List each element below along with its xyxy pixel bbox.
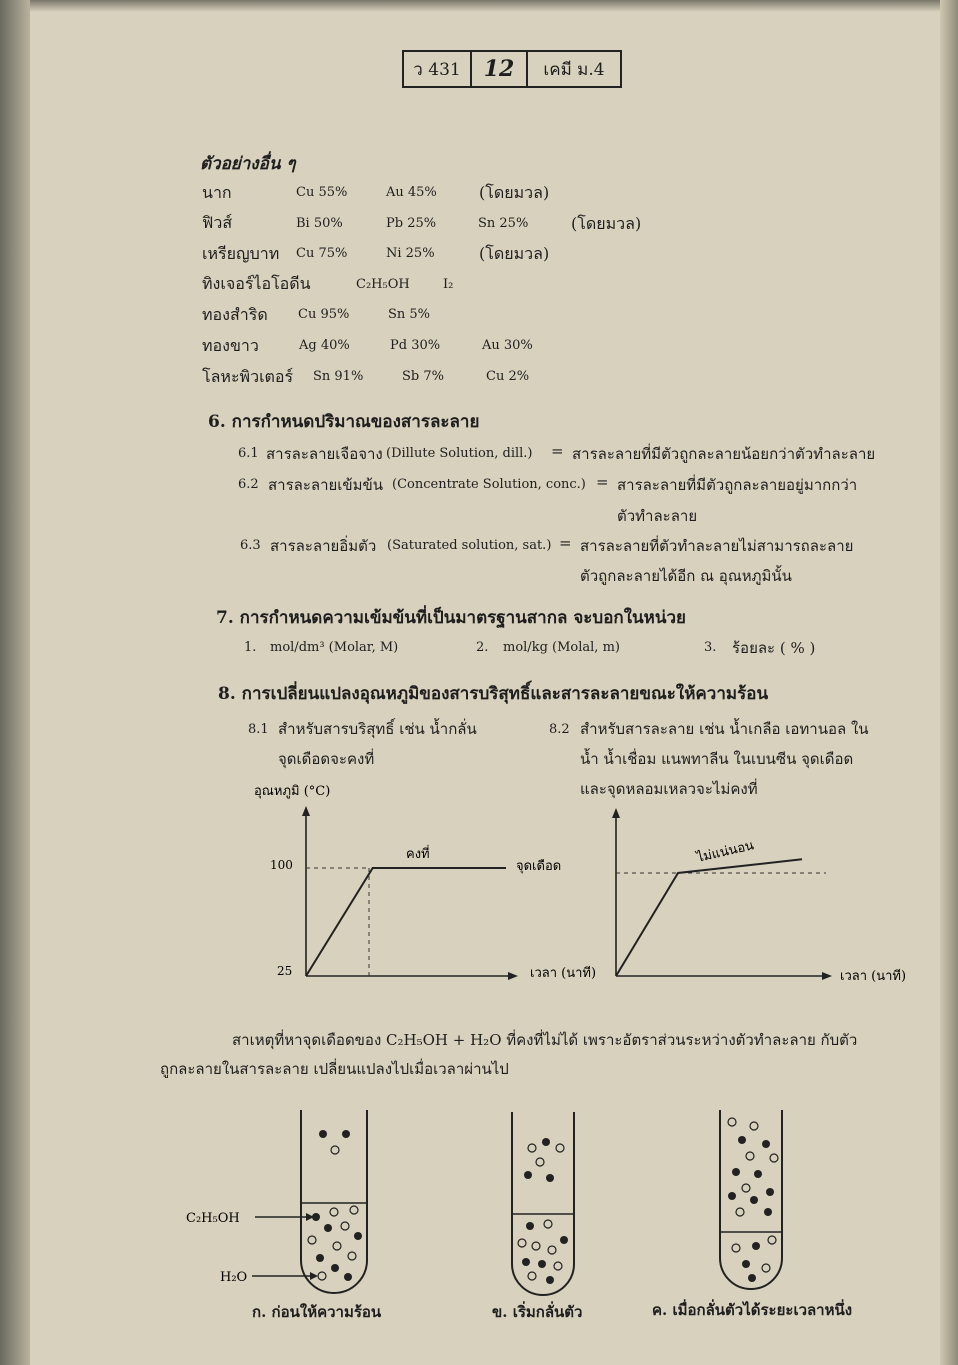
water-molecule xyxy=(536,1158,544,1166)
water-molecule xyxy=(330,1208,338,1216)
ethanol-molecule xyxy=(331,1264,339,1272)
def-meaning-cont: ตัวทำละลาย xyxy=(617,507,698,525)
example-part: Pb 25% xyxy=(386,216,437,231)
example-name: ฟิวส์ xyxy=(202,213,233,232)
def-number: 6.3 xyxy=(240,538,261,553)
example-part: Cu 95% xyxy=(298,307,350,322)
sub-8-1-number: 8.1 xyxy=(248,722,269,737)
example-part: Ni 25% xyxy=(386,246,435,261)
paragraph-line-1: สาเหตุที่หาจุดเดือดของ C₂H₅OH + H₂O ที่คงที่ไม่ได้ เพราะอัตราส่วนระหว่างตัวทำละลาย กับตัว xyxy=(232,1031,858,1049)
water-molecule xyxy=(554,1262,562,1270)
water-molecule xyxy=(308,1236,316,1244)
sub-8-2-line3: และจุดหลอมเหลวจะไม่คงที่ xyxy=(580,780,758,798)
ethanol-molecule xyxy=(324,1224,332,1232)
graph1-temperature-line xyxy=(306,868,506,976)
ethanol-molecule xyxy=(344,1273,352,1281)
example-part: Sn 25% xyxy=(478,216,529,231)
example-name: ทองสำริด xyxy=(202,305,268,324)
example-part: (โดยมวล) xyxy=(479,183,550,202)
example-part: Cu 2% xyxy=(486,369,530,384)
section-7-title: 7. การกำหนดความเข้มข้นที่เป็นมาตรฐานสากล จะบอกในหน่วย xyxy=(216,608,686,628)
sub-8-1-line2: จุดเดือดจะคงที่ xyxy=(278,750,375,768)
examples-title: ตัวอย่างอื่น ๆ xyxy=(200,154,296,174)
example-part: Sn 91% xyxy=(313,369,364,384)
graph2-x-arrow xyxy=(822,972,832,980)
water-molecule xyxy=(548,1246,556,1254)
ethanol-molecule xyxy=(764,1208,772,1216)
water-molecule xyxy=(532,1242,540,1250)
graph2-y-arrow xyxy=(612,808,620,818)
graph-pure-substance xyxy=(240,780,620,1000)
tube-start-distilling xyxy=(512,1112,574,1295)
graph-solution xyxy=(590,800,930,1000)
example-name: นาก xyxy=(202,183,232,202)
def-term: สารละลายเข้มข้น xyxy=(268,476,384,494)
water-molecule xyxy=(350,1206,358,1214)
label-water: H₂O xyxy=(220,1270,248,1285)
graph1-x-arrow xyxy=(508,972,518,980)
water-molecule xyxy=(768,1236,776,1244)
def-number: 6.1 xyxy=(238,446,259,461)
ethanol-molecule xyxy=(560,1236,568,1244)
graph1-plateau-label: คงที่ xyxy=(406,847,430,862)
graph1-bp-label: จุดเดือด xyxy=(516,859,562,874)
label-ethanol: C₂H₅OH xyxy=(186,1211,240,1226)
ethanol-molecule xyxy=(766,1188,774,1196)
example-name: ทิงเจอร์ไอโอดีน xyxy=(202,274,311,293)
def-meaning-cont: ตัวถูกละลายได้อีก ณ อุณหภูมินั้น xyxy=(580,567,792,585)
page-header-box xyxy=(402,50,622,88)
graph1-tick-100: 100 xyxy=(270,858,293,872)
def-equals: = xyxy=(559,534,572,552)
ethanol-molecule xyxy=(742,1260,750,1268)
example-part: Cu 75% xyxy=(296,246,348,261)
caption-start-distilling: ข. เริ่มกลั่นตัว xyxy=(492,1303,583,1321)
ethanol-molecule xyxy=(738,1136,746,1144)
subject-label: เคมี ม.4 xyxy=(543,59,605,80)
page-right-edge xyxy=(940,0,958,1365)
paragraph-line-2: ถูกละลายในสารละลาย เปลี่ยนแปลงไปเมื่อเวลาผ่านไป xyxy=(160,1060,509,1078)
def-term: สารละลายเจือจาง xyxy=(266,445,383,463)
graph2-annotation: ไม่แน่นอน xyxy=(695,838,756,866)
ethanol-molecule xyxy=(546,1276,554,1284)
section-6-title: 6. การกำหนดปริมาณของสารละลาย xyxy=(208,412,480,432)
course-code: ว 431 xyxy=(404,52,472,86)
unit-text: mol/dm³ (Molar, M) xyxy=(270,640,399,655)
example-name: โลหะพิวเตอร์ xyxy=(202,367,294,386)
example-part: Ag 40% xyxy=(299,338,350,353)
water-molecule xyxy=(732,1244,740,1252)
example-part: C₂H₅OH xyxy=(356,277,410,292)
ethanol-molecule xyxy=(319,1130,327,1138)
example-part: Au 45% xyxy=(386,185,437,200)
water-molecule xyxy=(556,1144,564,1152)
def-term: สารละลายอิ่มตัว xyxy=(270,537,377,555)
unit-text: mol/kg (Molal, m) xyxy=(503,640,620,655)
ethanol-molecule xyxy=(524,1171,532,1179)
page-top-edge xyxy=(0,0,958,12)
water-molecule xyxy=(518,1239,526,1247)
ethanol-molecule xyxy=(748,1274,756,1282)
unit-number: 3. xyxy=(704,640,717,655)
def-meaning: สารละลายที่มีตัวถูกละลายน้อยกว่าตัวทำละลาย xyxy=(572,445,876,463)
def-equals: = xyxy=(596,473,609,491)
water-molecule xyxy=(746,1152,754,1160)
ethanol-molecule xyxy=(316,1254,324,1262)
page-left-edge xyxy=(0,0,30,1365)
tube-after-distilling xyxy=(720,1110,782,1289)
def-meaning: สารละลายที่ตัวทำละลายไม่สามารถละลาย xyxy=(580,537,854,555)
ethanol-molecule xyxy=(526,1222,534,1230)
ethanol-molecule xyxy=(752,1242,760,1250)
section-8-title: 8. การเปลี่ยนแปลงอุณหภูมิของสารบริสุทธิ์และสารละลายขณะให้ความร้อน xyxy=(218,684,769,704)
def-english: (Concentrate Solution, conc.) xyxy=(392,477,586,492)
ethanol-molecule xyxy=(538,1260,546,1268)
example-name: เหรียญบาท xyxy=(202,244,280,263)
ethanol-molecule xyxy=(522,1258,530,1266)
example-part: Au 30% xyxy=(482,338,533,353)
water-molecule xyxy=(742,1184,750,1192)
example-name: ทองขาว xyxy=(202,336,259,355)
sub-8-1-line1: สำหรับสารบริสุทธิ์ เช่น น้ำกลั่น xyxy=(278,720,477,738)
example-part: Sn 5% xyxy=(388,307,431,322)
unit-text: ร้อยละ ( % ) xyxy=(732,639,816,657)
ethanol-molecule xyxy=(754,1170,762,1178)
graph1-xlabel: เวลา (นาที) xyxy=(530,966,597,981)
water-molecule xyxy=(750,1122,758,1130)
graph2-temperature-line xyxy=(616,859,802,976)
page-number: 12 xyxy=(472,52,528,86)
graph1-tick-25: 25 xyxy=(277,964,293,978)
sub-8-2-line2: น้ำ น้ำเชื่อม แนพทาลีน ในเบนซีน จุดเดือด xyxy=(580,750,854,768)
water-molecule xyxy=(318,1272,326,1280)
water-pointer-arrow xyxy=(310,1272,318,1280)
water-molecule xyxy=(736,1208,744,1216)
example-part: Bi 50% xyxy=(296,216,343,231)
water-molecule xyxy=(348,1252,356,1260)
sub-8-2-number: 8.2 xyxy=(549,722,570,737)
example-part: (โดยมวล) xyxy=(571,214,642,233)
example-part: Sb 7% xyxy=(402,369,444,384)
ethanol-molecule xyxy=(728,1192,736,1200)
def-equals: = xyxy=(551,442,564,460)
def-number: 6.2 xyxy=(238,477,259,492)
graph1-ylabel: อุณหภูมิ (°C) xyxy=(254,784,331,799)
example-part: Pd 30% xyxy=(390,338,441,353)
ethanol-molecule xyxy=(762,1140,770,1148)
water-molecule xyxy=(341,1222,349,1230)
graph1-y-arrow xyxy=(302,806,310,816)
test-tubes-figure xyxy=(160,1100,920,1330)
ethanol-molecule xyxy=(750,1196,758,1204)
water-molecule xyxy=(333,1242,341,1250)
water-molecule xyxy=(528,1272,536,1280)
ethanol-molecule xyxy=(732,1168,740,1176)
graph2-xlabel: เวลา (นาที) xyxy=(840,969,907,984)
def-meaning: สารละลายที่มีตัวถูกละลายอยู่มากกว่า xyxy=(617,476,858,494)
ethanol-pointer-arrow xyxy=(306,1213,314,1221)
ethanol-molecule xyxy=(546,1174,554,1182)
example-part: Cu 55% xyxy=(296,185,348,200)
water-molecule xyxy=(762,1264,770,1272)
ethanol-molecule xyxy=(542,1138,550,1146)
caption-after-distilling: ค. เมื่อกลั่นตัวได้ระยะเวลาหนึ่ง xyxy=(652,1301,853,1319)
caption-before-heating: ก. ก่อนให้ความร้อน xyxy=(252,1303,382,1321)
ethanol-molecule xyxy=(342,1130,350,1138)
water-molecule xyxy=(770,1154,778,1162)
tube-before-heating xyxy=(186,1110,367,1293)
water-molecule xyxy=(331,1146,339,1154)
unit-number: 1. xyxy=(244,640,257,655)
water-molecule xyxy=(528,1144,536,1152)
def-english: (Dillute Solution, dill.) xyxy=(386,446,533,461)
def-english: (Saturated solution, sat.) xyxy=(387,538,552,553)
sub-8-2-line1: สำหรับสารละลาย เช่น น้ำเกลือ เอทานอล ใน xyxy=(580,720,869,738)
unit-number: 2. xyxy=(476,640,489,655)
example-part: I₂ xyxy=(443,277,454,292)
water-molecule xyxy=(544,1220,552,1228)
ethanol-molecule xyxy=(354,1232,362,1240)
water-molecule xyxy=(728,1118,736,1126)
example-part: (โดยมวล) xyxy=(479,244,550,263)
